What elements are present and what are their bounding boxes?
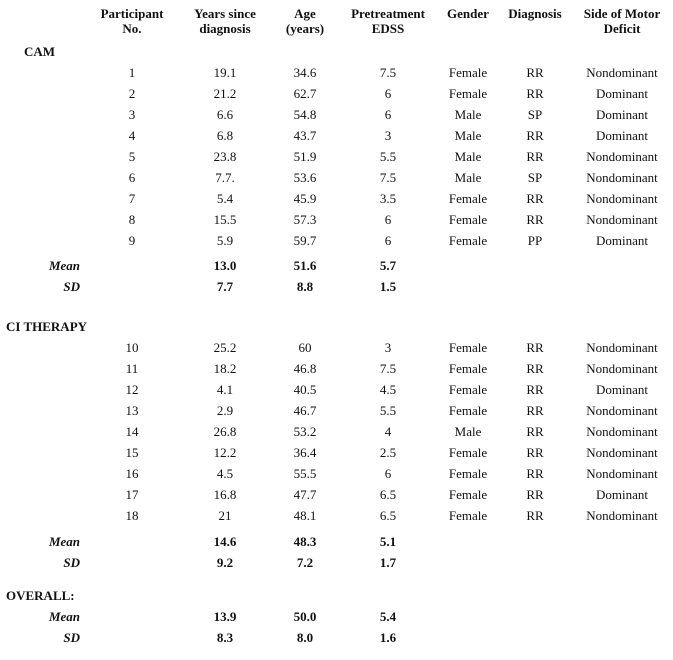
cell-side: Nondominant [586,403,658,418]
cell-side: Nondominant [586,361,658,376]
cell-side: Dominant [596,86,648,101]
cell-side: Nondominant [586,445,658,460]
cell-side: Dominant [596,128,648,143]
cell-diagnosis: RR [526,466,544,481]
cell-edss: 3 [384,128,392,143]
cell-edss: 5.1 [379,534,397,549]
cell-edss: 1.6 [379,630,397,645]
cell-no: 7 [128,191,136,206]
cell-years: 5.9 [216,233,234,248]
cell-no: 3 [128,107,136,122]
cell-years: 6.6 [216,107,234,122]
cell-age: 46.8 [293,361,317,376]
cell-years: 13.0 [213,258,237,273]
cell-edss: 6 [384,233,392,248]
cell-gender: Female [448,361,488,376]
cell-years: 14.6 [213,534,237,549]
cell-diagnosis: RR [526,403,544,418]
cell-gender: Male [454,170,482,185]
summary-row-mean [0,531,673,552]
cell-edss: 5.4 [379,609,397,624]
section-label-ci-therapy: CI THERAPY [6,319,88,334]
table-row [0,104,673,125]
cell-edss: 7.5 [379,361,397,376]
cell-no: 13 [125,403,139,418]
table-row [0,209,673,230]
table-row [0,62,673,83]
cell-no: 11 [125,361,139,376]
cell-age: 8.0 [296,630,314,645]
cell-years: 13.9 [213,609,237,624]
cell-gender: Female [448,382,488,397]
cell-gender: Male [454,424,482,439]
cell-gender: Female [448,445,488,460]
cell-side: Nondominant [586,65,658,80]
cell-no: 10 [125,340,139,355]
table-row [0,421,673,442]
cell-side: Nondominant [586,149,658,164]
cell-diagnosis: RR [526,487,544,502]
cell-diagnosis: RR [526,361,544,376]
header-participant-no: Participant No. [100,6,164,36]
table-row [0,337,673,358]
summary-row-sd [0,552,673,573]
cell-gender: Male [454,128,482,143]
summary-row-mean [0,606,673,627]
cell-years: 16.8 [213,487,237,502]
cell-edss: 7.5 [379,170,397,185]
cell-no: 12 [125,382,139,397]
cell-edss: 3.5 [379,191,397,206]
cell-age: 47.7 [293,487,317,502]
summary-label-sd: SD [63,630,80,645]
table-row [0,167,673,188]
cell-edss: 4 [384,424,392,439]
table-row [0,442,673,463]
cell-no: 8 [128,212,136,227]
cell-gender: Male [454,149,482,164]
cell-edss: 6.5 [379,508,397,523]
table-row [0,400,673,421]
cell-years: 7.7 [216,279,234,294]
header-pretreatment-edss: Pretreatment EDSS [351,6,425,36]
summary-label-sd: SD [63,279,80,294]
table-row [0,146,673,167]
cell-diagnosis: RR [526,382,544,397]
cell-diagnosis: RR [526,340,544,355]
cell-years: 26.8 [213,424,237,439]
cell-age: 48.3 [293,534,317,549]
cell-years: 25.2 [213,340,237,355]
cell-diagnosis: RR [526,191,544,206]
summary-row-sd [0,627,673,648]
cell-no: 18 [125,508,139,523]
cell-age: 53.6 [293,170,317,185]
cell-years: 4.5 [216,466,234,481]
table-row [0,230,673,251]
section-label-overall: OVERALL: [6,588,75,603]
cell-years: 6.8 [216,128,234,143]
cell-age: 46.7 [293,403,317,418]
cell-no: 17 [125,487,139,502]
cell-age: 59.7 [293,233,317,248]
cell-age: 36.4 [293,445,317,460]
cell-no: 4 [128,128,136,143]
header-years-since-diagnosis: Years since diagnosis [194,6,256,36]
header-gender: Gender [447,6,489,21]
cell-side: Nondominant [586,466,658,481]
summary-row-mean [0,255,673,276]
cell-diagnosis: RR [526,86,544,101]
cell-years: 18.2 [213,361,237,376]
cell-edss: 4.5 [379,382,397,397]
cell-no: 15 [125,445,139,460]
cell-side: Nondominant [586,508,658,523]
section-label-cam: CAM [24,44,56,59]
cell-gender: Female [448,466,488,481]
cell-edss: 5.5 [379,403,397,418]
cell-gender: Female [448,191,488,206]
cell-side: Nondominant [586,170,658,185]
cell-diagnosis: PP [527,233,543,248]
cell-no: 6 [128,170,136,185]
cell-diagnosis: SP [527,107,543,122]
cell-age: 57.3 [293,212,317,227]
cell-no: 9 [128,233,136,248]
table-row [0,463,673,484]
cell-gender: Female [448,212,488,227]
cell-age: 53.2 [293,424,317,439]
summary-label-mean: Mean [48,534,80,549]
cell-edss: 7.5 [379,65,397,80]
cell-age: 60 [298,340,312,355]
cell-age: 40.5 [293,382,317,397]
cell-years: 4.1 [216,382,234,397]
cell-diagnosis: RR [526,424,544,439]
cell-age: 45.9 [293,191,317,206]
cell-gender: Male [454,107,482,122]
cell-years: 19.1 [213,65,237,80]
table-row [0,358,673,379]
cell-edss: 6 [384,107,392,122]
cell-edss: 1.5 [379,279,397,294]
table-row [0,484,673,505]
cell-edss: 6 [384,212,392,227]
cell-diagnosis: RR [526,445,544,460]
cell-age: 34.6 [293,65,317,80]
cell-edss: 6 [384,466,392,481]
cell-age: 54.8 [293,107,317,122]
cell-gender: Female [448,233,488,248]
header-side-of-motor-deficit: Side of Motor Deficit [583,6,661,36]
cell-years: 5.4 [216,191,234,206]
cell-side: Nondominant [586,340,658,355]
cell-diagnosis: RR [526,128,544,143]
cell-gender: Female [448,403,488,418]
table-row [0,125,673,146]
cell-edss: 6.5 [379,487,397,502]
cell-age: 62.7 [293,86,317,101]
cell-gender: Female [448,65,488,80]
cell-years: 15.5 [213,212,237,227]
cell-no: 16 [125,466,139,481]
cell-side: Dominant [596,487,648,502]
summary-label-mean: Mean [48,258,80,273]
cell-age: 7.2 [296,555,314,570]
cell-edss: 5.7 [379,258,397,273]
cell-diagnosis: RR [526,212,544,227]
cell-age: 8.8 [296,279,314,294]
cell-side: Nondominant [586,191,658,206]
cell-years: 21.2 [213,86,237,101]
cell-years: 9.2 [216,555,234,570]
cell-years: 23.8 [213,149,237,164]
cell-side: Dominant [596,233,648,248]
cell-side: Dominant [596,107,648,122]
cell-gender: Female [448,340,488,355]
header-age: Age (years) [285,6,325,36]
cell-age: 55.5 [293,466,317,481]
cell-age: 50.0 [293,609,317,624]
table-row [0,188,673,209]
cell-edss: 5.5 [379,149,397,164]
summary-row-sd [0,276,673,297]
cell-diagnosis: RR [526,149,544,164]
cell-years: 12.2 [213,445,237,460]
cell-gender: Female [448,508,488,523]
cell-age: 43.7 [293,128,317,143]
cell-years: 21 [218,508,232,523]
cell-age: 48.1 [293,508,317,523]
cell-edss: 1.7 [379,555,397,570]
cell-gender: Female [448,86,488,101]
cell-no: 2 [128,86,136,101]
cell-side: Nondominant [586,424,658,439]
cell-diagnosis: SP [527,170,543,185]
cell-age: 51.6 [293,258,317,273]
cell-edss: 2.5 [379,445,397,460]
table-row [0,83,673,104]
cell-diagnosis: RR [526,508,544,523]
cell-edss: 3 [384,340,392,355]
cell-years: 7.7. [215,170,235,185]
cell-gender: Female [448,487,488,502]
cell-age: 51.9 [293,149,317,164]
cell-edss: 6 [384,86,392,101]
cell-years: 8.3 [216,630,234,645]
summary-label-mean: Mean [48,609,80,624]
summary-label-sd: SD [63,555,80,570]
cell-side: Dominant [596,382,648,397]
table-row [0,505,673,526]
cell-diagnosis: RR [526,65,544,80]
cell-side: Nondominant [586,212,658,227]
cell-no: 14 [125,424,139,439]
header-diagnosis: Diagnosis [508,6,562,21]
cell-no: 1 [128,65,136,80]
cell-no: 5 [128,149,136,164]
table-row [0,379,673,400]
cell-years: 2.9 [216,403,234,418]
